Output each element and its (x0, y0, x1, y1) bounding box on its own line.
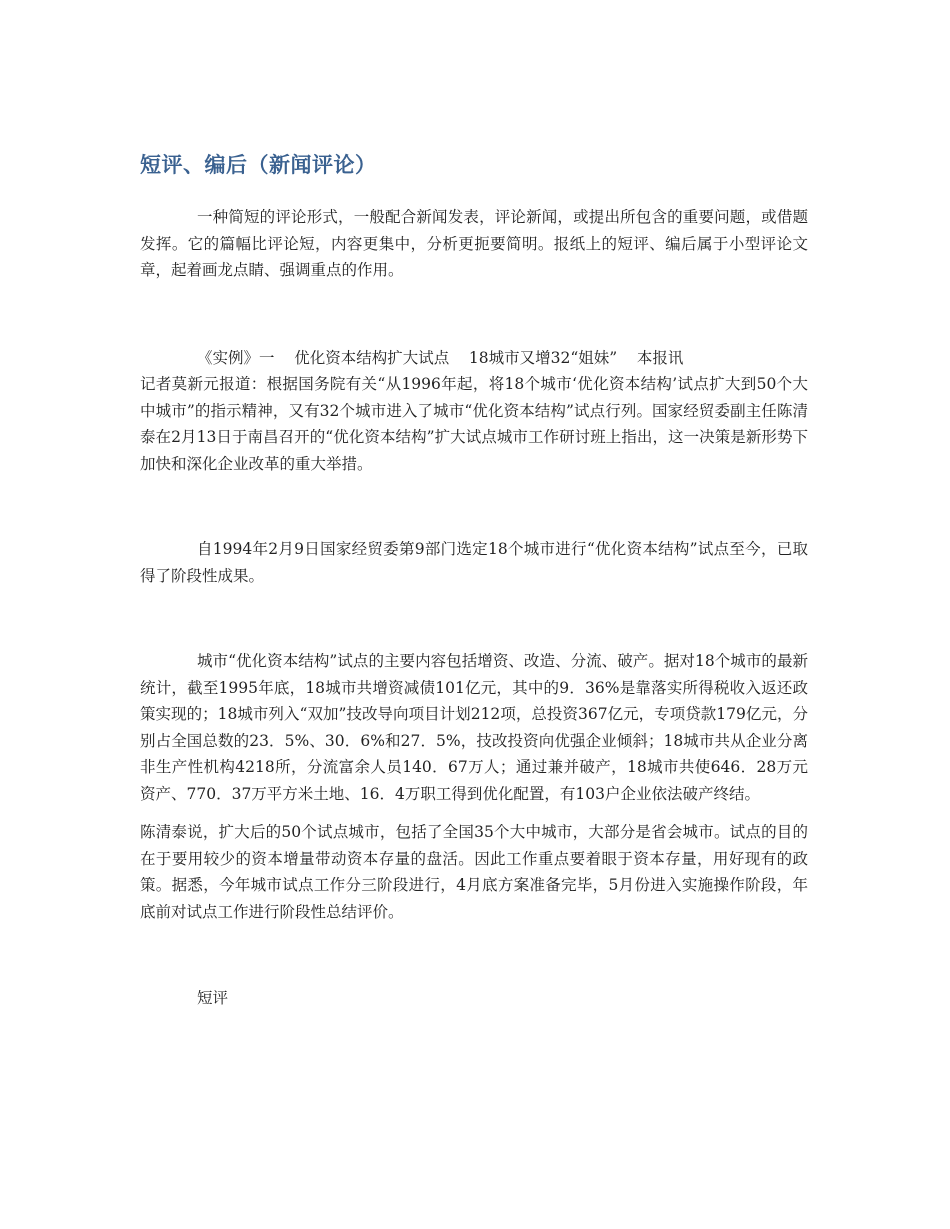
document-content (140, 150, 808, 1012)
intro-paragraph: 一种简短的评论形式，一般配合新闻发表，评论新闻，或提出所包含的重要问题，或借题发挥。它的篇幅比评论短，内容更集中，分析更扼要简明。报纸上的短评、编后属于小型评论文章，起着画龙点睛、强调重点的作用。 (140, 208, 808, 279)
example-body-paragraph: 记者莫新元报道：根据国务院有关“从1996年起，将18个城市‘优化资本结构’试点扩大到50个大中城市”的指示精神，又有32个城市进入了城市“优化资本结构”试点行列。国家经贸委副主任陈清泰在2月13日于南昌召开的“优化资本结构”扩大试点城市工作研讨班上指出，这一决策是新形势下加快和深化企业改革的重大举措。 (140, 375, 808, 473)
short-comment-label: 短评 (197, 989, 229, 1007)
progress-paragraph: 自1994年2月9日国家经贸委第9部门选定18个城市进行“优化资本结构”试点至今，已取得了阶段性成果。 (140, 540, 808, 585)
chen-statement-paragraph: 陈清泰说，扩大后的50个试点城市，包括了全国35个大中城市，大部分是省会城市。试点的目的在于要用较少的资本增量带动资本存量的盘活。因此工作重点要着眼于资本存量，用好现有的政策。据悉，今年城市试点工作分三阶段进行，4月底方案准备完毕，5月份进入实施操作阶段，年底前对试点工作进行阶段性总结评价。 (140, 823, 808, 921)
section-heading: 短评、编后（新闻评论） (140, 153, 377, 177)
statistics-paragraph: 城市“优化资本结构”试点的主要内容包括增资、改造、分流、破产。据对18个城市的最新统计，截至1995年底，18城市共增资减债101亿元，其中的9．36%是靠落实所得税收入返还政策实现的；18城市列入“双加”技改导向项目计划212项，总投资367亿元，专项贷款179亿元，分别占全国总数的23．5%、30．6%和27．5%，技改投资向优强企业倾斜；18城市共从企业分离非生产性机构4218所，分流富余人员140．67万人；通过兼并破产，18城市共使646．28万元资产、770．37万平方米土地、16．4万职工得到优化配置，有103户企业依法破产终结。 (140, 652, 808, 803)
example-title-line: 《实例》一 优化资本结构扩大试点 18城市又增32“姐妹” 本报讯 (197, 348, 684, 367)
